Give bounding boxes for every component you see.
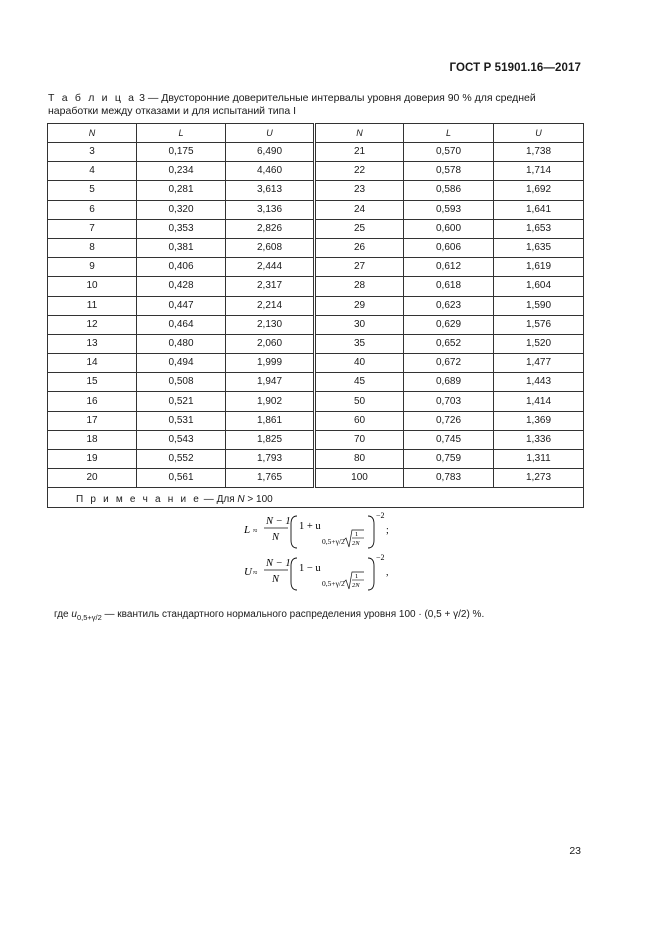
cell-n-right: 23 [315,181,404,200]
table-row [48,238,584,257]
formula-u-approx: ≈ [253,568,258,578]
cell-l-right: 0,570 [404,143,494,162]
formula-l-lhs: L [244,524,251,537]
table-row [48,315,584,334]
table-row [48,373,584,392]
formula-u-frac-num: N − 1 [266,558,291,570]
cell-n-left: 16 [48,392,137,411]
cell-l-right: 0,759 [404,450,494,469]
cell-u-right: 1,635 [494,238,584,257]
col-header-u-right: U [494,124,584,143]
formula-l-frac-den: N [272,532,280,544]
cell-u-right: 1,520 [494,334,584,353]
cell-u-right: 1,443 [494,373,584,392]
cell-n-left: 6 [48,200,137,219]
formula-u-subscript: 0,5+γ/2 [322,579,345,589]
cell-n-right: 70 [315,430,404,449]
note-where-line [54,609,484,624]
table-row [48,143,584,162]
cell-u-right: 1,311 [494,450,584,469]
confidence-interval-table [47,123,584,623]
table-row [48,277,584,296]
page-number: 23 [569,845,581,857]
cell-l-right: 0,689 [404,373,494,392]
cell-u-left: 2,060 [226,334,315,353]
cell-u-left: 2,317 [226,277,315,296]
cell-n-left: 15 [48,373,137,392]
cell-u-right: 1,477 [494,354,584,373]
formula-l-end: ; [386,525,389,537]
where-text: — квантиль стандартного нормального распределения уровня 100 · (0,5 + γ/2) %. [101,609,485,621]
cell-n-left: 17 [48,411,137,430]
cell-l-right: 0,586 [404,181,494,200]
cell-n-left: 9 [48,258,137,277]
cell-n-left: 11 [48,296,137,315]
cell-u-left: 2,444 [226,258,315,277]
table-caption [48,92,584,118]
formula-u-power: −2 [376,554,385,563]
table-row [48,411,584,430]
cell-n-left: 10 [48,277,137,296]
table-row [48,469,584,488]
formula-lower-bound [238,512,398,552]
col-header-l-left: L [137,124,226,143]
document-standard-header: ГОСТ Р 51901.16—2017 [449,62,581,74]
cell-n-left: 8 [48,238,137,257]
formula-l-approx: ≈ [253,526,258,536]
cell-n-left: 13 [48,334,137,353]
cell-u-left: 6,490 [226,143,315,162]
cell-n-right: 30 [315,315,404,334]
cell-l-right: 0,606 [404,238,494,257]
cell-l-left: 0,508 [137,373,226,392]
cell-u-right: 1,692 [494,181,584,200]
cell-n-right: 24 [315,200,404,219]
cell-n-right: 28 [315,277,404,296]
cell-l-left: 0,561 [137,469,226,488]
formula-u-root-den: 2N [352,582,360,590]
cell-u-right: 1,714 [494,162,584,181]
col-header-u-left: U [226,124,315,143]
formula-u-left-paren [291,558,297,590]
cell-l-left: 0,320 [137,200,226,219]
cell-l-left: 0,464 [137,315,226,334]
cell-n-right: 25 [315,219,404,238]
cell-u-right: 1,619 [494,258,584,277]
formula-l-root-den: 2N [352,540,360,548]
cell-l-left: 0,381 [137,238,226,257]
cell-u-left: 1,999 [226,354,315,373]
cell-u-left: 2,214 [226,296,315,315]
cell-u-left: 2,608 [226,238,315,257]
cell-l-left: 0,175 [137,143,226,162]
cell-l-right: 0,745 [404,430,494,449]
cell-n-right: 35 [315,334,404,353]
caption-label: Т а б л и ц а [48,92,137,104]
cell-u-right: 1,273 [494,469,584,488]
cell-n-right: 21 [315,143,404,162]
formula-u-end: , [386,567,389,579]
cell-u-left: 1,793 [226,450,315,469]
note-intro [76,494,273,506]
cell-n-right: 27 [315,258,404,277]
col-header-n-left: N [48,124,137,143]
table-row [48,219,584,238]
cell-n-right: 60 [315,411,404,430]
formula-u-lhs: U [244,566,252,579]
cell-u-left: 2,130 [226,315,315,334]
col-header-l-right: L [404,124,494,143]
table-row [48,354,584,373]
cell-l-left: 0,281 [137,181,226,200]
cell-n-right: 29 [315,296,404,315]
cell-u-left: 3,136 [226,200,315,219]
cell-n-left: 20 [48,469,137,488]
formula-l-right-paren [368,516,374,548]
cell-n-right: 45 [315,373,404,392]
cell-l-right: 0,612 [404,258,494,277]
cell-l-right: 0,593 [404,200,494,219]
table-row [48,162,584,181]
table-row [48,296,584,315]
note-intro-text: — Для [201,494,238,506]
cell-u-left: 2,826 [226,219,315,238]
cell-n-right: 22 [315,162,404,181]
formula-l-frac-num: N − 1 [266,516,291,528]
note-var-n: N [237,494,245,506]
cell-l-left: 0,521 [137,392,226,411]
cell-u-left: 4,460 [226,162,315,181]
cell-u-right: 1,414 [494,392,584,411]
cell-l-right: 0,600 [404,219,494,238]
where-var: u [71,609,77,621]
cell-n-right: 40 [315,354,404,373]
formula-u-root-num: 1 [355,573,359,581]
note-label: П р и м е ч а н и е [76,494,202,506]
where-sub: 0,5+γ/2 [76,613,102,623]
cell-u-left: 1,765 [226,469,315,488]
cell-l-right: 0,703 [404,392,494,411]
table-row [48,258,584,277]
cell-l-right: 0,726 [404,411,494,430]
table-row [48,181,584,200]
cell-u-left: 3,613 [226,181,315,200]
formula-l-root-num: 1 [355,531,359,539]
cell-u-right: 1,576 [494,315,584,334]
cell-n-left: 14 [48,354,137,373]
cell-n-right: 26 [315,238,404,257]
cell-n-right: 100 [315,469,404,488]
cell-l-left: 0,543 [137,430,226,449]
formula-u-frac-den: N [272,574,280,586]
cell-u-right: 1,641 [494,200,584,219]
cell-l-left: 0,406 [137,258,226,277]
cell-l-right: 0,578 [404,162,494,181]
note-row [48,488,584,507]
caption-text: 3 — Двусторонние доверительные интервалы уровня доверия 90 % для средней наработки между отказами и для испытаний типа I [48,92,536,117]
cell-l-left: 0,234 [137,162,226,181]
cell-n-right: 80 [315,450,404,469]
formula-l-subscript: 0,5+γ/2 [322,537,345,547]
table-row [48,200,584,219]
cell-l-left: 0,552 [137,450,226,469]
cell-l-left: 0,531 [137,411,226,430]
cell-l-left: 0,353 [137,219,226,238]
cell-n-left: 18 [48,430,137,449]
formula-l-left-paren [291,516,297,548]
cell-n-right: 50 [315,392,404,411]
cell-l-left: 0,494 [137,354,226,373]
cell-n-left: 12 [48,315,137,334]
cell-u-right: 1,604 [494,277,584,296]
cell-u-right: 1,653 [494,219,584,238]
cell-n-left: 4 [48,162,137,181]
cell-u-right: 1,369 [494,411,584,430]
table-row [48,334,584,353]
table-row [48,450,584,469]
cell-u-right: 1,590 [494,296,584,315]
cell-u-right: 1,336 [494,430,584,449]
cell-u-left: 1,902 [226,392,315,411]
note-cell [48,488,584,623]
cell-l-right: 0,652 [404,334,494,353]
table-row [48,430,584,449]
cell-l-right: 0,618 [404,277,494,296]
cell-u-left: 1,825 [226,430,315,449]
cell-l-right: 0,629 [404,315,494,334]
cell-l-right: 0,783 [404,469,494,488]
formula-l-power: −2 [376,512,385,521]
cell-n-left: 5 [48,181,137,200]
cell-u-left: 1,861 [226,411,315,430]
cell-u-right: 1,738 [494,143,584,162]
cell-l-left: 0,428 [137,277,226,296]
cell-u-left: 1,947 [226,373,315,392]
formula-l-op: 1 + u [299,521,321,533]
cell-l-left: 0,447 [137,296,226,315]
table-row [48,392,584,411]
table-header-row [48,124,584,143]
col-header-n-right: N [315,124,404,143]
cell-l-left: 0,480 [137,334,226,353]
note-condition: > 100 [244,494,273,506]
cell-n-left: 19 [48,450,137,469]
formula-upper-bound [238,554,398,594]
cell-n-left: 7 [48,219,137,238]
formula-u-op: 1 − u [299,563,321,575]
formula-u-right-paren [368,558,374,590]
cell-l-right: 0,623 [404,296,494,315]
cell-n-left: 3 [48,143,137,162]
cell-l-right: 0,672 [404,354,494,373]
where-prefix: где [54,609,72,621]
